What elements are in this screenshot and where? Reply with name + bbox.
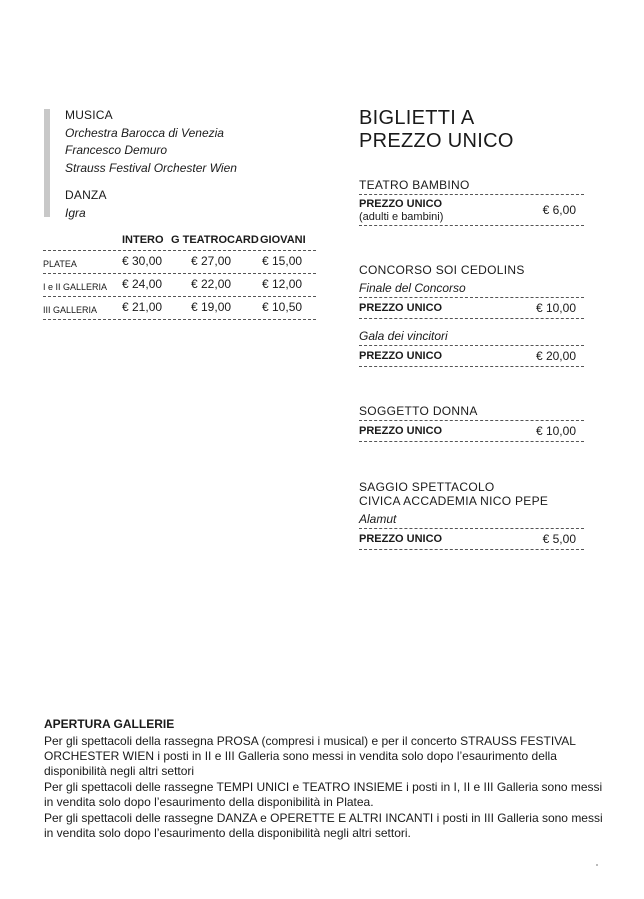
price-note: (adulti e bambini): [359, 211, 444, 223]
price-cell: € 15,00: [262, 254, 303, 268]
price-cell: € 10,50: [262, 300, 303, 314]
price-row: [359, 528, 584, 550]
column-header-intero: INTERO: [122, 234, 164, 246]
price-value: € 10,00: [535, 301, 576, 315]
column-header-giovani: GIOVANI: [260, 234, 306, 246]
event-subtitle: Gala dei vincitori: [359, 329, 448, 343]
row-label: I e II GALLERIA: [43, 282, 108, 292]
event-item: Strauss Festival Orchester Wien: [65, 161, 237, 175]
price-value: € 20,00: [535, 349, 576, 363]
price-row: [359, 194, 584, 226]
category-danza: DANZA: [65, 188, 107, 202]
note-paragraph: Per gli spettacoli delle rassegne TEMPI UNICI e TEATRO INSIEME i posti in I, II e III Galleria sono messi in vendita solo dopo l’esaurimento della disponibilità in Platea.: [44, 780, 603, 809]
section-title-saggio-line2: CIVICA ACCADEMIA NICO PEPE: [359, 494, 549, 508]
column-header-teatrocard: G TEATROCARD: [171, 234, 259, 246]
page-title: [359, 107, 514, 153]
price-cell: € 22,00: [191, 277, 232, 291]
event-item: Orchestra Barocca di Venezia: [65, 126, 224, 140]
notes-title: APERTURA GALLERIE: [44, 717, 175, 731]
price-table-header: [43, 232, 316, 251]
event-item: Igra: [65, 206, 86, 220]
price-row: [359, 345, 584, 367]
price-label: PREZZO UNICO: [359, 533, 443, 545]
price-label: PREZZO UNICO: [359, 425, 443, 437]
price-label: PREZZO UNICO: [359, 350, 443, 362]
category-musica: MUSICA: [65, 108, 113, 122]
table-row: [43, 274, 316, 297]
price-row: [359, 420, 584, 442]
event-subtitle: Alamut: [359, 512, 397, 526]
price-table: [43, 232, 316, 320]
price-value: € 5,00: [542, 532, 576, 546]
page-title-line: PREZZO UNICO: [359, 130, 514, 152]
price-cell: € 12,00: [262, 277, 303, 291]
section-sidebar-bar: [44, 109, 50, 217]
note-paragraph: Per gli spettacoli delle rassegne DANZA e OPERETTE E ALTRI INCANTI i posti in III Galleria sono messi in vendita solo dopo l’esaurimento della disponibilità negli altri settori.: [44, 811, 603, 840]
price-label: PREZZO UNICO: [359, 302, 443, 314]
section-title-teatro-bambino: TEATRO BAMBINO: [359, 178, 470, 192]
section-title-soggetto-donna: SOGGETTO DONNA: [359, 404, 478, 418]
price-row: [359, 297, 584, 319]
price-label: PREZZO UNICO: [359, 198, 443, 210]
price-value: € 10,00: [535, 424, 576, 438]
table-row: [43, 251, 316, 274]
page-mark: [596, 864, 598, 866]
price-cell: € 24,00: [122, 277, 163, 291]
price-cell: € 30,00: [122, 254, 163, 268]
event-item: Francesco Demuro: [65, 143, 168, 157]
row-label: PLATEA: [43, 259, 77, 269]
price-value: € 6,00: [542, 203, 576, 217]
section-title-concorso: CONCORSO SOI CEDOLINS: [359, 263, 525, 277]
section-title-saggio: SAGGIO SPETTACOLO: [359, 480, 495, 494]
price-cell: € 21,00: [122, 300, 163, 314]
row-label: III GALLERIA: [43, 305, 98, 315]
notes-body: [44, 734, 609, 842]
price-cell: € 19,00: [191, 300, 232, 314]
table-row: [43, 297, 316, 320]
event-subtitle: Finale del Concorso: [359, 281, 466, 295]
note-paragraph: Per gli spettacoli della rassegna PROSA (compresi i musical) e per il concerto STRAUSS FESTIVAL ORCHESTER WIEN i posti in II e III Galleria sono messi in vendita solo dopo l’esaurimento della disponibilità negli altri settori: [44, 734, 576, 778]
price-cell: € 27,00: [191, 254, 232, 268]
page-title-line: BIGLIETTI A: [359, 107, 475, 129]
